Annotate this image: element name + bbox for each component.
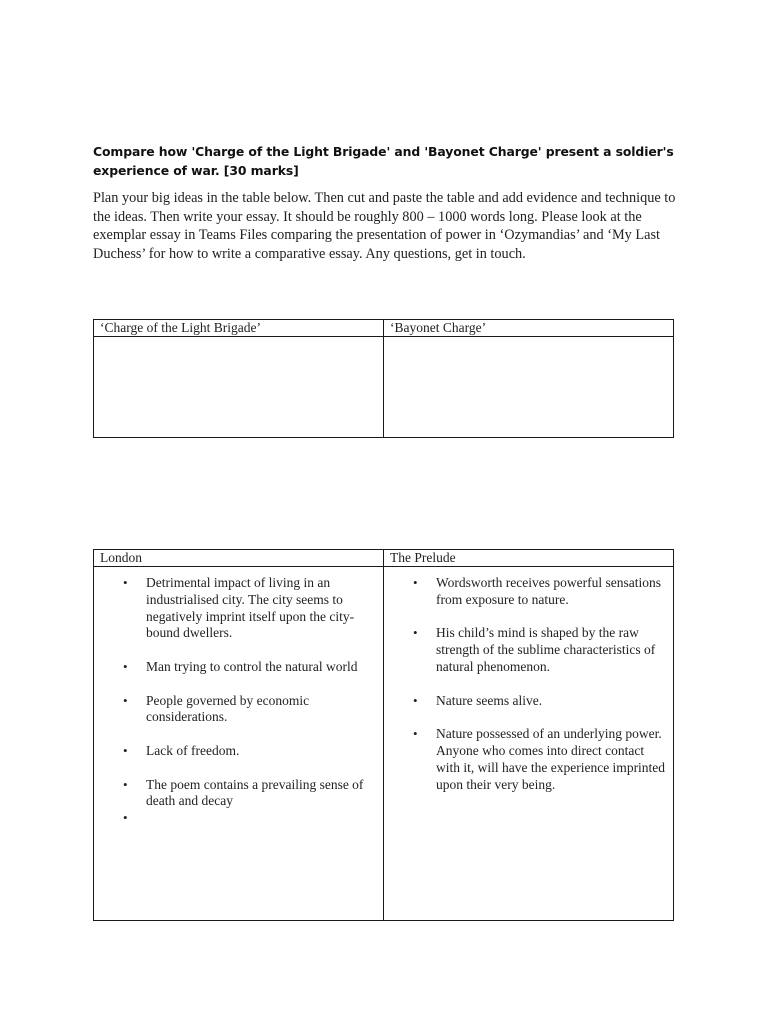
list-item bbox=[94, 777, 383, 811]
list-item-empty bbox=[94, 810, 383, 827]
list-item-text: Nature seems alive. bbox=[436, 692, 543, 708]
list-item-text: Wordsworth receives powerful sensations from exposure to nature. bbox=[436, 575, 661, 607]
list-item bbox=[384, 625, 673, 675]
list-item-text: Lack of freedom. bbox=[146, 742, 240, 758]
bullet-icon: • bbox=[413, 575, 418, 590]
table-body-row bbox=[94, 567, 673, 920]
bullet-icon: • bbox=[413, 625, 418, 641]
prelude-bullet-list bbox=[384, 575, 673, 793]
bullet-icon: • bbox=[123, 742, 128, 758]
essay-question: Compare how 'Charge of the Light Brigade' and 'Bayonet Charge' present a soldier's experience of war. [30 marks] bbox=[93, 144, 674, 178]
bullet-icon: • bbox=[413, 726, 418, 742]
instructions-paragraph: Plan your big ideas in the table below. Then cut and paste the table and add evidence and technique to the ideas. Then write your essay. It should be roughly 800 – 1000 words long. Please look at the exemplar essay in Teams Files comparing the presentation of power in ‘Ozymandias’ and ‘My Last Duchess’ for how to write a comparative essay. Any questions, get in touch. bbox=[93, 190, 676, 262]
bullet-icon: • bbox=[123, 810, 128, 826]
list-item bbox=[94, 693, 383, 727]
table-body-row bbox=[94, 337, 673, 437]
planning-table-1 bbox=[93, 319, 674, 438]
list-item bbox=[94, 659, 383, 676]
table-header-bayonet-charge: ‘Bayonet Charge’ bbox=[390, 320, 487, 335]
table-header-the-prelude: The Prelude bbox=[390, 550, 456, 565]
list-item-text: Detrimental impact of living in an industrialised city. The city seems to negatively imprint itself upon the city-bound dwellers. bbox=[146, 575, 355, 641]
london-bullet-list bbox=[94, 575, 383, 827]
list-item bbox=[384, 575, 673, 609]
list-item-text: Man trying to control the natural world bbox=[146, 658, 358, 674]
table-header-row bbox=[94, 320, 673, 337]
bullet-icon: • bbox=[123, 776, 128, 792]
table-cell-bayonet-charge[interactable] bbox=[384, 337, 673, 437]
table-header-london: London bbox=[94, 550, 384, 566]
list-item bbox=[384, 726, 673, 793]
list-item bbox=[384, 693, 673, 710]
bullet-icon: • bbox=[123, 575, 128, 590]
list-item bbox=[94, 575, 383, 642]
table-header-row bbox=[94, 550, 673, 567]
list-item-text: The poem contains a prevailing sense of death and decay bbox=[146, 776, 364, 809]
bullet-icon: • bbox=[123, 658, 128, 674]
table-cell-charge-light-brigade[interactable] bbox=[94, 337, 384, 437]
list-item-text: People governed by economic considerations. bbox=[146, 692, 310, 725]
table-cell-london[interactable] bbox=[94, 567, 384, 920]
bullet-icon: • bbox=[413, 692, 418, 708]
bullet-icon: • bbox=[123, 692, 128, 708]
list-item-text: His child’s mind is shaped by the raw strength of the sublime characteristics of natural phenomenon. bbox=[436, 625, 656, 674]
planning-table-2 bbox=[93, 549, 674, 921]
table-header-charge-light-brigade: ‘Charge of the Light Brigade’ bbox=[94, 320, 384, 336]
list-item bbox=[94, 743, 383, 760]
list-item-text: Nature possessed of an underlying power. Anyone who comes into direct contact with it, will have the experience imprinted upon their very being. bbox=[436, 726, 666, 792]
table-cell-the-prelude[interactable] bbox=[384, 567, 673, 920]
